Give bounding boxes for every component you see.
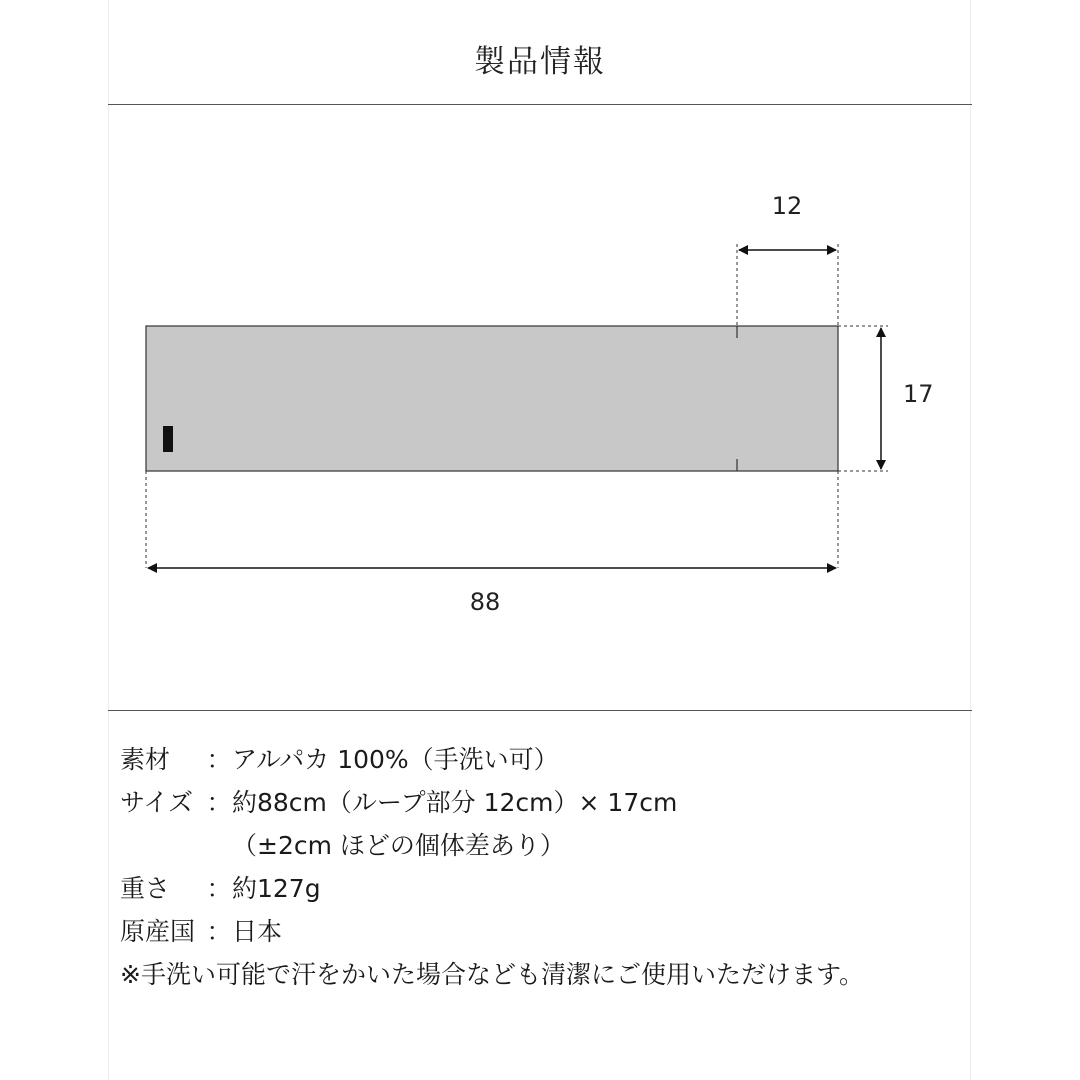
page-title: 製品情報 — [474, 44, 606, 80]
spec-separator: ： — [206, 745, 232, 774]
height-label: 17 — [903, 380, 934, 408]
spec-material-value: アルパカ 100%（手洗い可） — [232, 745, 559, 774]
spec-size-label: サイズ — [120, 788, 194, 817]
spec-separator: ： — [206, 874, 232, 903]
spec-weight-label: 重さ — [120, 874, 171, 903]
spec-separator: ： — [206, 788, 232, 817]
spec-material — [120, 738, 970, 781]
spec-origin-label: 原産国 — [120, 917, 196, 946]
spec-origin-value: 日本 — [232, 917, 283, 946]
loop-length-label: 12 — [771, 192, 803, 220]
spec-size — [120, 781, 970, 824]
spec-material-label: 素材 — [120, 745, 171, 774]
spec-weight-value: 約127g — [232, 874, 321, 903]
product-specs — [120, 738, 970, 996]
spec-size-value: 約88cm（ループ部分 12cm）× 17cm — [232, 788, 678, 817]
spec-size-note: （±2cm ほどの個体差あり） — [232, 831, 565, 860]
spec-separator: ： — [206, 917, 232, 946]
care-footnote: ※手洗い可能で汗をかいた場合なども清潔にご使用いただけます。 — [120, 960, 864, 989]
stole-body — [146, 326, 838, 471]
label-tag — [163, 426, 173, 452]
spec-weight — [120, 867, 970, 910]
spec-origin — [120, 910, 970, 953]
total-length-label: 88 — [469, 588, 501, 616]
specs-divider — [108, 710, 972, 711]
